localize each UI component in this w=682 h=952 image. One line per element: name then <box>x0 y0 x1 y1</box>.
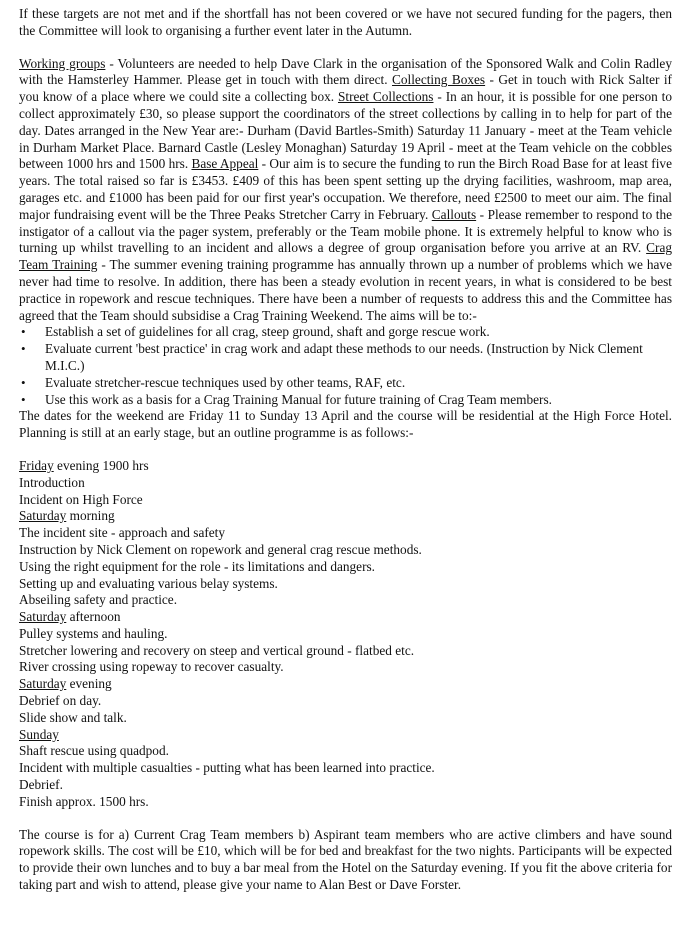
heading-street-collections: Street Collections <box>337 89 434 105</box>
programme-item: Finish approx. 1500 hrs. <box>19 793 149 809</box>
heading-crag-team-training: Crag Team Training <box>19 240 672 273</box>
closing-paragraph: The course is for a) Current Crag Team members b) Aspirant team members who are active climbers and have sound ropework skills. The cost will be £10, which will be for bed and breakfast for the two nights. Participants will be expected to provide their own lunches and to buy a bar meal from the Hotel on the Saturday evening. If you fit the above criteria for taking part and wish to attend, please give your name to Alan Best or Dave Forster. <box>19 826 672 893</box>
text-base-appeal: - Our aim is to secure the funding to run the Birch Road Base for at least five years. The total raised so far is £3453. £409 of this has been spent setting up the drying facilities, washroom, map area, garages etc. and £1000 has been paid for our first year's occupation. We therefore, need £2500 to meet our aim. The final major fundraising event will be the Three Peaks Stretcher Carry in February. <box>19 156 672 222</box>
programme-item: Introduction <box>19 474 85 490</box>
list-item: • Evaluate current 'best practice' in crag work and adapt these methods to our needs. (Instruction by Nick Clement M.I.C.) <box>19 341 672 375</box>
heading-base-appeal: Base Appeal <box>191 156 259 172</box>
programme-item: Incident on High Force <box>19 491 143 507</box>
programme-session-heading <box>19 727 672 744</box>
text-callouts: - Please remember to respond to the instigator of a callout via the pager system, preferably or the Team mobile phone. It is extremely helpful to know who is turning up whilst travelling to an incident and allows a degree of group organisation before you arrive at an RV. <box>19 206 672 256</box>
main-paragraph <box>19 56 672 325</box>
heading-callouts: Callouts <box>431 206 477 222</box>
programme-item: Debrief on day. <box>19 693 102 709</box>
spacer <box>19 811 672 827</box>
spacer <box>19 40 672 56</box>
programme-item: River crossing using ropeway to recover casualty. <box>19 659 284 675</box>
programme-session-heading: Saturday morning <box>19 508 115 524</box>
day-label: Sunday <box>19 726 59 742</box>
programme-session-heading: Friday evening 1900 hrs <box>19 457 149 473</box>
list-item: • Use this work as a basis for a Crag Training Manual for future training of Crag Team members. <box>19 392 672 409</box>
dates-paragraph: The dates for the weekend are Friday 11 to Sunday 13 April and the course will be residential at the High Force Hotel. Planning is still at an early stage, but an outline programme is as follows:- <box>19 408 672 441</box>
programme-item: Instruction by Nick Clement on ropework and general crag rescue methods. <box>19 541 422 557</box>
programme-item: Abseiling safety and practice. <box>19 592 178 608</box>
text-crag-team-training: - The summer evening training programme has annually thrown up a number of problems which we have never had time to resolve. In addition, there has been a steady evolution in recent years, in what is considered to be best practice in ropework and rescue techniques. There have been a number of requests to address this and the Committee has agreed that the Team should subsidise a Crag Training Weekend. The aims will be to:- <box>19 257 672 323</box>
heading-collecting-boxes: Collecting Boxes <box>392 72 486 88</box>
intro-paragraph: If these targets are not met and if the shortfall has not been covered or we have not secured funding for the pagers, then the Committee will look to organising a further event later in the Autumn. <box>19 6 672 38</box>
day-label: Saturday <box>19 508 67 524</box>
programme-item: Debrief. <box>19 777 63 793</box>
heading-working-groups: Working groups <box>19 55 106 71</box>
programme-item: The incident site - approach and safety <box>19 525 226 541</box>
programme-item: Setting up and evaluating various belay systems. <box>19 575 278 591</box>
list-item: • Establish a set of guidelines for all crag, steep ground, shaft and gorge rescue work. <box>19 324 672 341</box>
aims-list <box>19 324 672 408</box>
programme-item: Shaft rescue using quadpod. <box>19 743 169 759</box>
spacer <box>19 442 672 458</box>
programme-session-heading: Saturday afternoon <box>19 609 121 625</box>
programme-item: Slide show and talk. <box>19 709 127 725</box>
programme-item: Stretcher lowering and recovery on steep and vertical ground - flatbed etc. <box>19 642 415 658</box>
text-street-collections: - In an hour, it is possible for one person to collect approximately £30, so please support the coordinators of the street collections by calling in to help for part of the day. Dates arranged in the New Year are:- Durham (David Bartles-Smith) Saturday 11 January - meet at the Team vehicle in Durham Market Place. Barnard Castle (Lesley Monaghan) Saturday 19 April - meet at the Team vehicle on the cobbles between 1000 hrs and 1500 hrs. <box>19 89 672 172</box>
programme-item: Pulley systems and hauling. <box>19 625 168 641</box>
outline-programme <box>19 458 672 811</box>
text-working-groups: - Volunteers are needed to help Dave Clark in the organisation of the Sponsored Walk and Colin Radley with the Hamsterley Hammer. Please get in touch with them direct. <box>19 55 672 88</box>
day-label: Saturday <box>19 676 67 692</box>
programme-item: Using the right equipment for the role - its limitations and dangers. <box>19 558 375 574</box>
programme-item: Incident with multiple casualties - putting what has been learned into practice. <box>19 760 435 776</box>
day-label: Friday <box>19 457 54 473</box>
text-collecting-boxes: - Get in touch with Rick Salter if you know of a place where we could site a collecting box. <box>19 72 672 105</box>
list-item: • Evaluate stretcher-rescue techniques used by other teams, RAF, etc. <box>19 375 672 392</box>
day-label: Saturday <box>19 609 67 625</box>
programme-session-heading: Saturday evening <box>19 676 112 692</box>
